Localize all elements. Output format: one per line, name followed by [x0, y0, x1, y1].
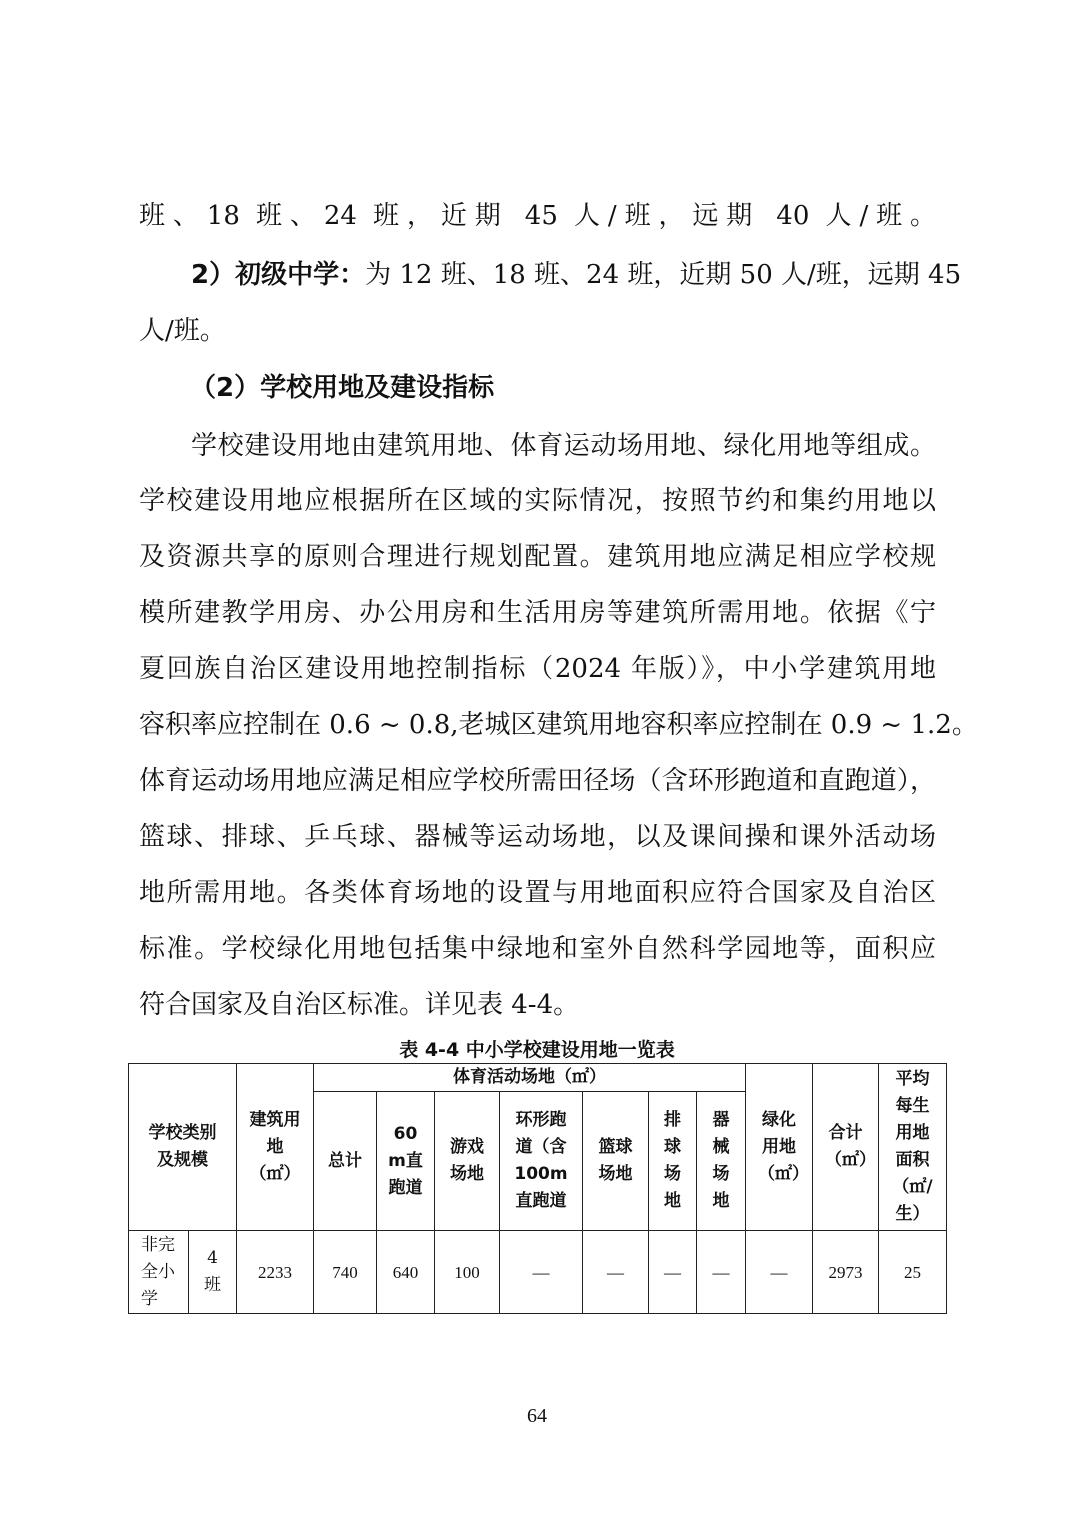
body-line: 学校建设用地由建筑用地、体育运动场用地、绿化用地等组成。 — [191, 431, 936, 461]
header-play-area: 游戏场地 — [435, 1092, 500, 1231]
header-building: 建筑用地（㎡） — [237, 1064, 314, 1231]
body-line: 容积率应控制在 0.6 ~ 0.8,老城区建筑用地容积率应控制在 0.9 ~ 1.2。 — [139, 710, 978, 740]
cell-basketball: — — [583, 1231, 649, 1314]
cell-building: 2233 — [237, 1231, 314, 1314]
header-ring-track: 环形跑道（含100m直跑道 — [500, 1092, 583, 1231]
bold-label: 2）初级中学： — [191, 260, 366, 290]
body-line: 篮球、排球、乒乓球、器械等运动场地，以及课间操和课外活动场 — [139, 822, 936, 852]
body-line: 及资源共享的原则合理进行规划配置。建筑用地应满足相应学校规 — [139, 542, 936, 572]
cell-ring-track: — — [500, 1231, 583, 1314]
table-caption: 表 4-4 中小学校建设用地一览表 — [399, 1039, 675, 1061]
cell-scale: 4班 — [189, 1231, 237, 1314]
page-number: 64 — [527, 1405, 547, 1427]
body-line: 夏回族自治区建设用地控制指标（2024 年版）》，中小学建筑用地 — [139, 654, 936, 684]
cell-total-sports: 740 — [314, 1231, 377, 1314]
header-total-sports: 总计 — [314, 1092, 377, 1231]
section-heading: （2）学校用地及建设指标 — [190, 373, 495, 403]
body-line: 模所建教学用房、办公用房和生活用房等建筑所需用地。依据《宁 — [139, 598, 936, 628]
body-line: 符合国家及自治区标准。详见表 4-4。 — [139, 990, 580, 1020]
header-basketball: 篮球场地 — [583, 1092, 649, 1231]
body-text: 为 12 班、18 班、24 班，近期 50 人/班，远期 45 — [365, 260, 962, 290]
land-use-table — [128, 1063, 947, 1314]
cell-school-type: 非完全小学 — [129, 1231, 189, 1314]
body-line: 地所需用地。各类体育场地的设置与用地面积应符合国家及自治区 — [139, 878, 936, 908]
body-line: 班、18 班、24 班，近期 45 人/班，远期 40 人/班。 — [139, 201, 936, 231]
header-60m-track: 60m直跑道 — [377, 1092, 435, 1231]
cell-60m-track: 640 — [377, 1231, 435, 1314]
body-line — [139, 255, 962, 295]
cell-play-area: 100 — [435, 1231, 500, 1314]
header-sum: 合计（㎡） — [813, 1064, 879, 1231]
header-sports: 体育活动场地（㎡） — [314, 1064, 746, 1092]
cell-green: — — [746, 1231, 813, 1314]
body-line: 标准。学校绿化用地包括集中绿地和室外自然科学园地等，面积应 — [139, 934, 936, 964]
cell-sum: 2973 — [813, 1231, 879, 1314]
cell-avg: 25 — [879, 1231, 947, 1314]
header-green: 绿化用地（㎡） — [746, 1064, 813, 1231]
body-line: 体育运动场用地应满足相应学校所需田径场（含环形跑道和直跑道）， — [139, 766, 936, 796]
body-line: 学校建设用地应根据所在区域的实际情况，按照节约和集约用地以 — [139, 486, 936, 516]
header-volleyball: 排球场地 — [649, 1092, 697, 1231]
body-line: 人/班。 — [139, 316, 226, 346]
cell-volleyball: — — [649, 1231, 697, 1314]
cell-equipment: — — [697, 1231, 746, 1314]
header-equipment: 器械场地 — [697, 1092, 746, 1231]
header-avg: 平均每生用地面积（㎡/生） — [879, 1064, 947, 1231]
header-category: 学校类别及规模 — [129, 1064, 237, 1231]
